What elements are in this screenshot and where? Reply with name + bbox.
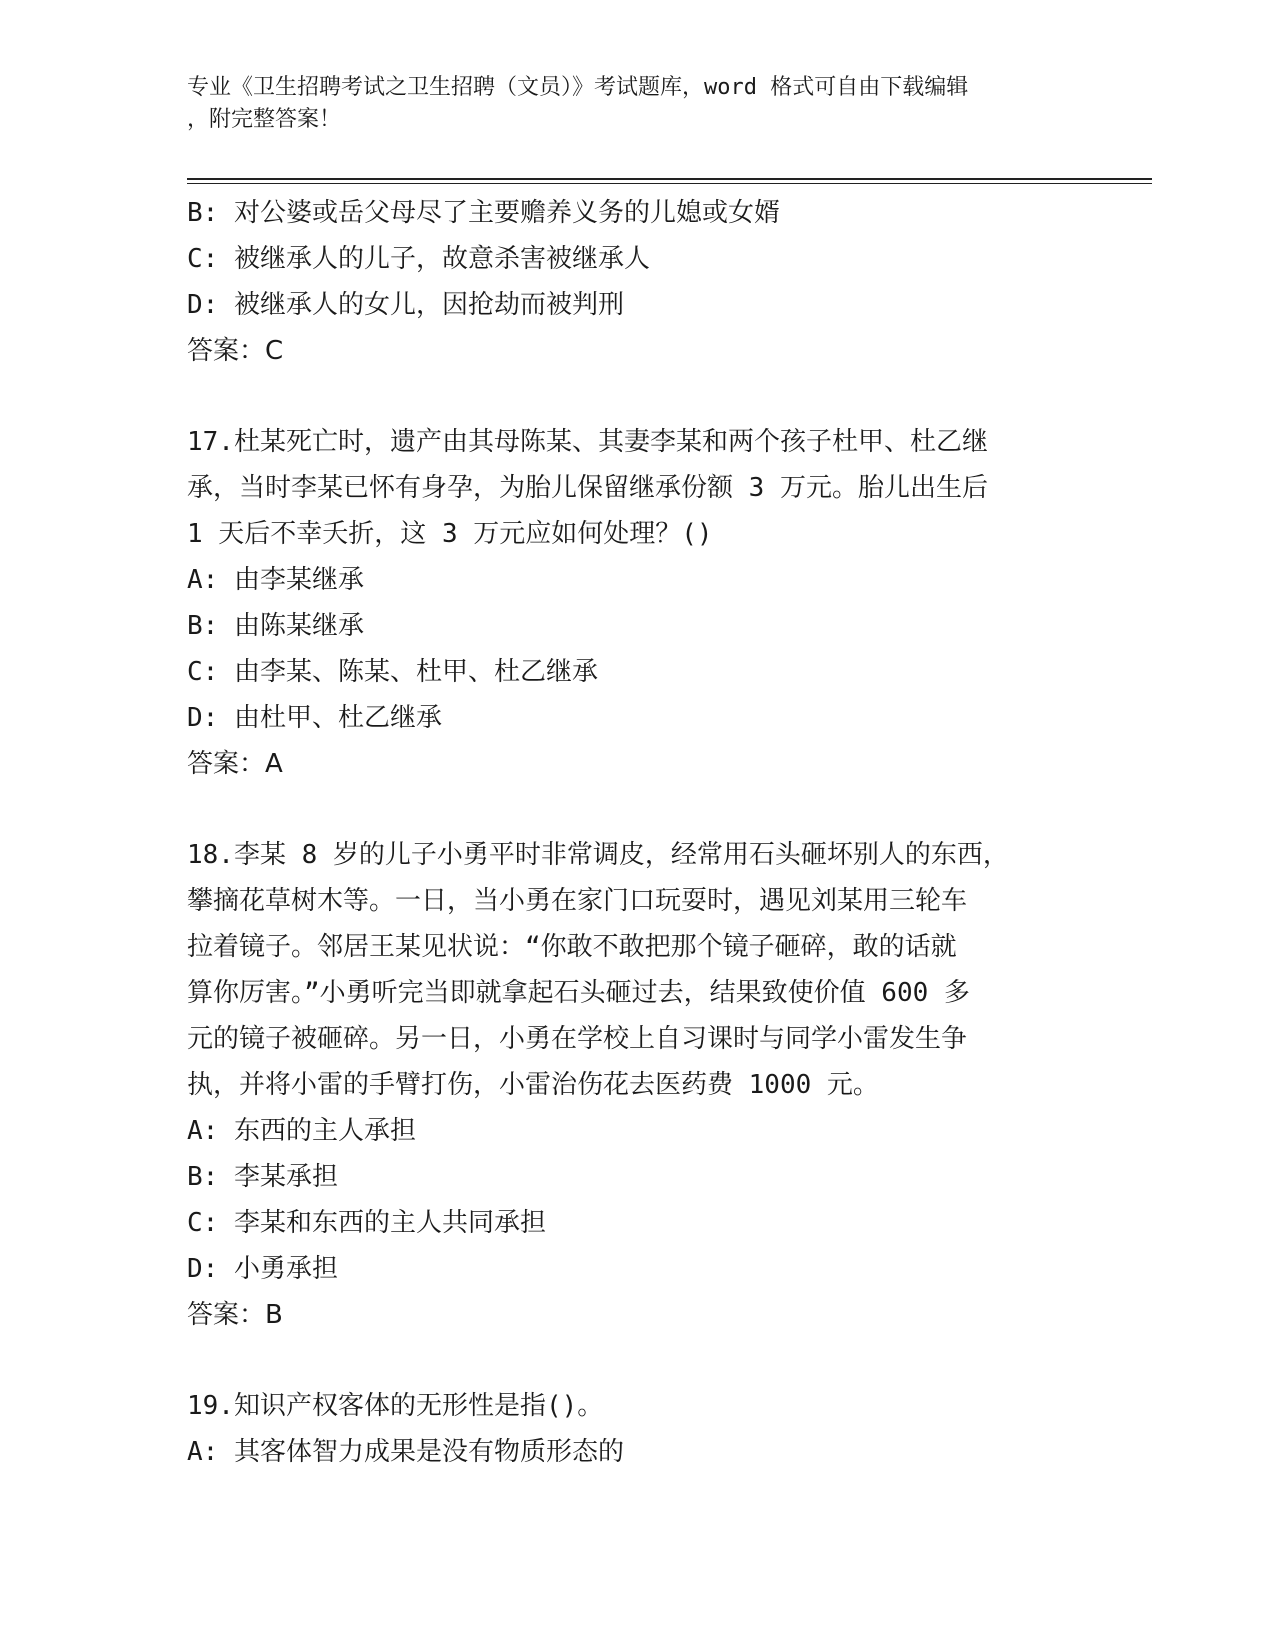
option-b: B: 李某承担 (187, 1162, 338, 1192)
question-stem-line: 攀摘花草树木等。一日，当小勇在家门口玩耍时，遇见刘某用三轮车 (187, 886, 968, 916)
option-b: B: 对公婆或岳父母尽了主要赡养义务的儿媳或女婿 (187, 198, 780, 228)
option-d: D: 被继承人的女儿，因抢劫而被判刑 (187, 290, 624, 320)
question-stem-line: 承，当时李某已怀有身孕，为胎儿保留继承份额 3 万元。胎儿出生后 (187, 473, 988, 503)
question-stem-line: 1 天后不幸夭折，这 3 万元应如何处理？() (187, 519, 713, 549)
question-stem-line: 算你厉害。”小勇听完当即就拿起石头砸过去，结果致使价值 600 多 (187, 978, 970, 1008)
question-stem-line: 执，并将小雷的手臂打伤，小雷治伤花去医药费 1000 元。 (187, 1070, 879, 1100)
document-header (187, 72, 1087, 136)
option-c: C: 李某和东西的主人共同承担 (187, 1208, 546, 1238)
question-stem-line: 元的镜子被砸碎。另一日，小勇在学校上自习课时与同学小雷发生争 (187, 1024, 968, 1054)
question-17 (187, 419, 1087, 787)
option-a: A: 东西的主人承担 (187, 1116, 416, 1146)
answer: 答案：B (187, 1300, 283, 1330)
question-18 (187, 832, 1087, 1338)
question-stem-line: 17.杜某死亡时，遗产由其母陈某、其妻李某和两个孩子杜甲、杜乙继 (187, 427, 988, 457)
option-c: C: 被继承人的儿子，故意杀害被继承人 (187, 244, 650, 274)
question-stem-line: 19.知识产权客体的无形性是指()。 (187, 1391, 604, 1421)
option-b: B: 由陈某继承 (187, 611, 364, 641)
answer: 答案：A (187, 749, 283, 779)
question-stem-line: 18.李某 8 岁的儿子小勇平时非常调皮，经常用石头砸坏别人的东西， (187, 840, 1009, 870)
option-a: A: 其客体智力成果是没有物质形态的 (187, 1437, 624, 1467)
question-19 (187, 1383, 1087, 1475)
option-c: C: 由李某、陈某、杜甲、杜乙继承 (187, 657, 598, 687)
header-line-2: ，附完整答案！ (187, 107, 342, 132)
question-stem-line: 拉着镜子。邻居王某见状说：“你敢不敢把那个镜子砸碎，敢的话就 (187, 932, 957, 962)
question-list (187, 190, 1087, 1475)
option-a: A: 由李某继承 (187, 565, 364, 595)
option-d: D: 由杜甲、杜乙继承 (187, 703, 442, 733)
question-16-continued (187, 190, 1087, 374)
answer: 答案：C (187, 336, 284, 366)
option-d: D: 小勇承担 (187, 1254, 338, 1284)
header-divider-thick (187, 178, 1152, 180)
header-line-1: 专业《卫生招聘考试之卫生招聘（文员）》考试题库，word 格式可自由下载编辑 (187, 75, 969, 100)
header-divider-thin (187, 183, 1152, 184)
